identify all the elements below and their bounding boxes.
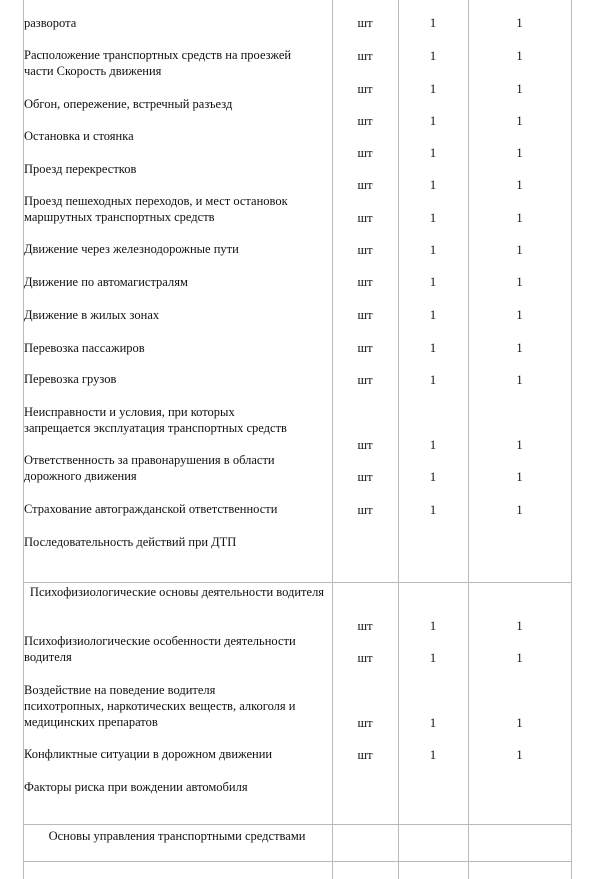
quantity-cell: 1 <box>516 651 523 665</box>
quantity-cell: 1 <box>516 748 523 762</box>
row-label: Ответственность за правонарушения в области <box>24 453 275 467</box>
row-label: Страхование автогражданской ответственности <box>24 502 278 516</box>
unit-cell: шт <box>357 16 373 30</box>
quantity-cell: 1 <box>516 211 523 225</box>
quantity-cell: 1 <box>516 716 523 730</box>
quantity-cell: 1 <box>516 49 523 63</box>
row-label: маршрутных транспортных средств <box>24 210 215 224</box>
table-border-right <box>571 0 572 879</box>
quantity-cell: 1 <box>429 308 437 322</box>
section-title: Психофизиологические основы деятельности водителя <box>29 585 325 599</box>
row-label: Проезд пешеходных переходов, и мест остановок <box>24 194 288 208</box>
row-label: разворота <box>24 16 77 30</box>
unit-cell: шт <box>357 275 373 289</box>
row-label: Обгон, опережение, встречный разъезд <box>24 97 233 111</box>
row-label: Проезд перекрестков <box>24 162 137 176</box>
quantity-cell: 1 <box>516 341 523 355</box>
row-label: Факторы риска при вождении автомобиля <box>24 780 248 794</box>
quantity-cell: 1 <box>429 82 437 96</box>
row-label: Воздействие на поведение водителя <box>24 683 216 697</box>
quantity-cell: 1 <box>429 470 437 484</box>
quantity-cell: 1 <box>429 341 437 355</box>
quantity-cell: 1 <box>429 619 437 633</box>
unit-cell: шт <box>357 341 373 355</box>
row-label: Неисправности и условия, при которых <box>24 405 235 419</box>
section-title: Основы управления транспортными средствами <box>48 829 306 843</box>
quantity-cell: 1 <box>516 16 523 30</box>
row-label: Движение в жилых зонах <box>24 308 160 322</box>
row-label: части Скорость движения <box>24 64 162 78</box>
quantity-cell: 1 <box>516 178 523 192</box>
quantity-cell: 1 <box>516 146 523 160</box>
quantity-cell: 1 <box>516 373 523 387</box>
unit-cell: шт <box>357 178 373 192</box>
row-label: Конфликтные ситуации в дорожном движении <box>24 747 273 761</box>
unit-cell: шт <box>357 243 373 257</box>
quantity-cell: 1 <box>429 49 437 63</box>
row-label: медицинских препаратов <box>24 715 158 729</box>
quantity-cell: 1 <box>516 82 523 96</box>
unit-cell: шт <box>357 619 373 633</box>
quantity-cell: 1 <box>429 146 437 160</box>
unit-cell: шт <box>357 503 373 517</box>
row-label: Расположение транспортных средств на проезжей <box>24 48 292 62</box>
quantity-cell: 1 <box>516 114 523 128</box>
table-border-bottom <box>23 861 572 862</box>
row-label: Перевозка пассажиров <box>24 341 145 355</box>
quantity-cell: 1 <box>429 211 437 225</box>
row-label: Последовательность действий при ДТП <box>24 535 237 549</box>
unit-cell: шт <box>357 211 373 225</box>
quantity-cell: 1 <box>516 275 523 289</box>
row-label: Движение через железнодорожные пути <box>24 242 239 256</box>
unit-cell: шт <box>357 82 373 96</box>
quantity-cell: 1 <box>429 748 437 762</box>
row-label: запрещается эксплуатация транспортных средств <box>24 421 287 435</box>
row-label: Перевозка грузов <box>24 372 117 386</box>
quantity-cell: 1 <box>516 308 523 322</box>
row-label: дорожного движения <box>24 469 137 483</box>
quantity-cell: 1 <box>429 651 437 665</box>
unit-cell: шт <box>357 308 373 322</box>
quantity-cell: 1 <box>429 716 437 730</box>
quantity-cell: 1 <box>429 243 437 257</box>
unit-cell: шт <box>357 49 373 63</box>
quantity-cell: 1 <box>516 438 523 452</box>
quantity-cell: 1 <box>429 438 437 452</box>
section-divider-2 <box>23 824 572 825</box>
unit-cell: шт <box>357 373 373 387</box>
unit-cell: шт <box>357 651 373 665</box>
unit-cell: шт <box>357 470 373 484</box>
quantity-cell: 1 <box>429 178 437 192</box>
row-label: психотропных, наркотических веществ, алкоголя и <box>24 699 296 713</box>
quantity-cell: 1 <box>516 503 523 517</box>
row-label: водителя <box>24 650 72 664</box>
quantity-cell: 1 <box>516 243 523 257</box>
section-divider-1 <box>23 582 572 583</box>
quantity-cell: 1 <box>429 373 437 387</box>
quantity-cell: 1 <box>429 275 437 289</box>
row-label: Остановка и стоянка <box>24 129 134 143</box>
quantity-cell: 1 <box>429 114 437 128</box>
quantity-cell: 1 <box>429 503 437 517</box>
unit-cell: шт <box>357 114 373 128</box>
unit-cell: шт <box>357 716 373 730</box>
quantity-cell: 1 <box>429 16 437 30</box>
unit-cell: шт <box>357 748 373 762</box>
unit-cell: шт <box>357 438 373 452</box>
unit-cell: шт <box>357 146 373 160</box>
row-label: Движение по автомагистралям <box>24 275 188 289</box>
quantity-cell: 1 <box>516 619 523 633</box>
quantity-cell: 1 <box>516 470 523 484</box>
row-label: Психофизиологические особенности деятельности <box>24 634 296 648</box>
